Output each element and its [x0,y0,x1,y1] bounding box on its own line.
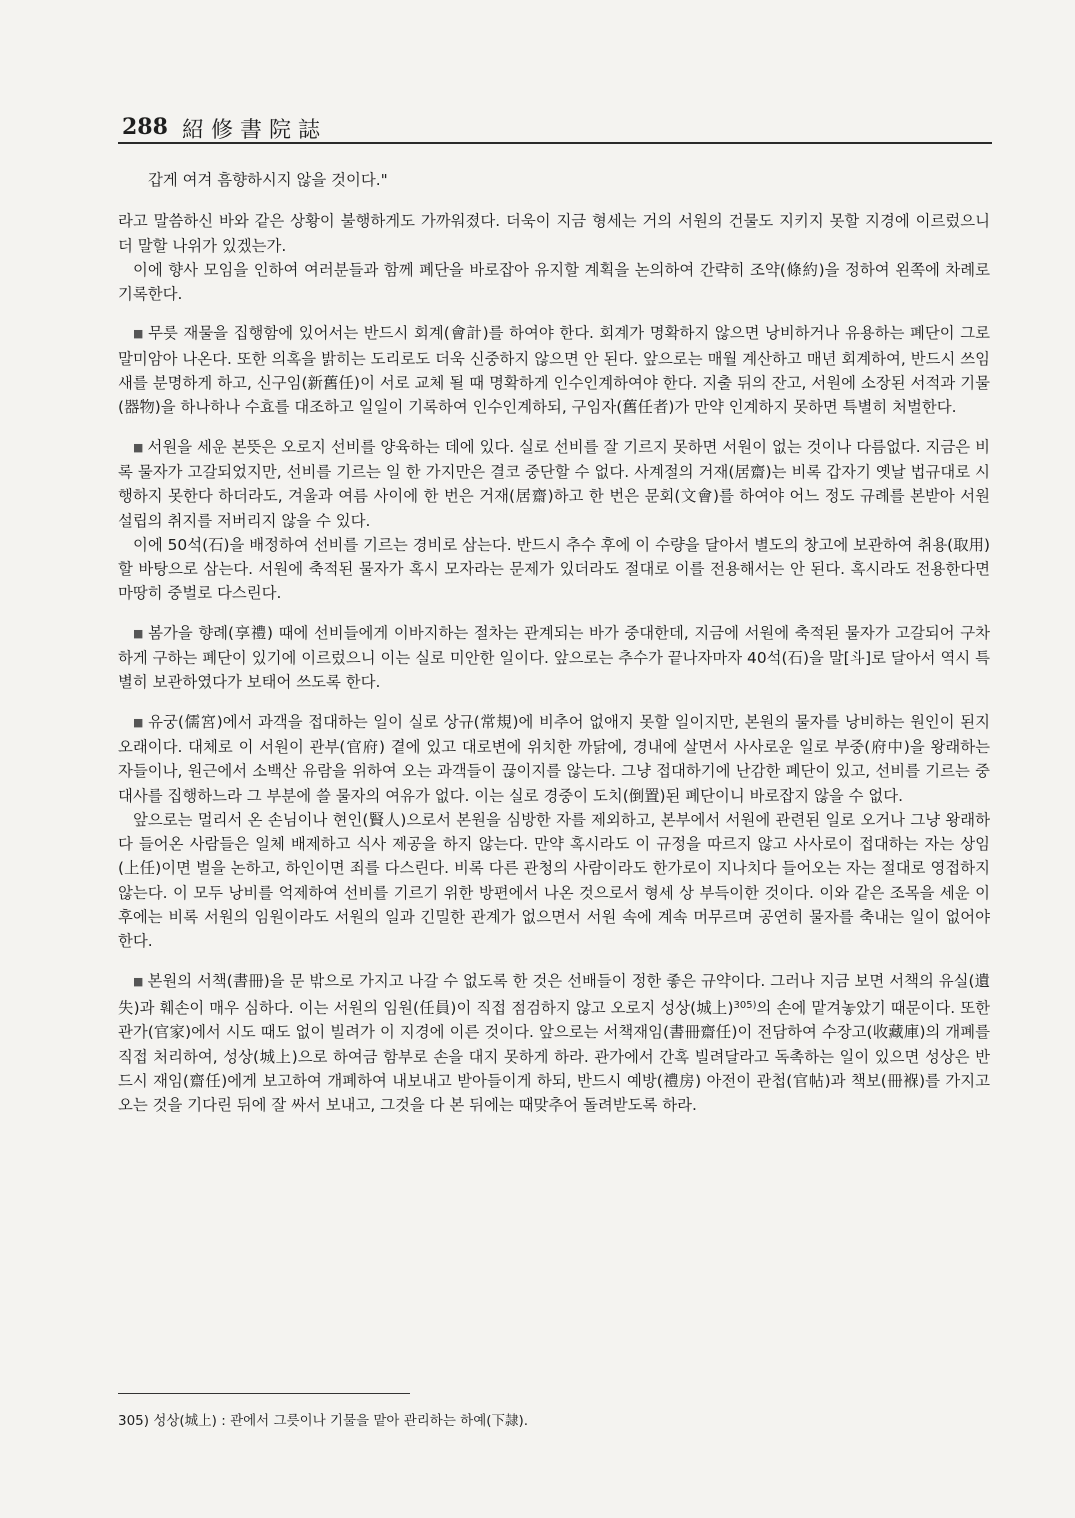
page-header [118,108,992,144]
bullet-icon: ■ [133,974,144,988]
regulation-text: 본원의 서책(書冊)을 문 밖으로 가지고 나갈 수 없도록 한 것은 선배들이 정한 좋은 규약이다. 그러나 지금 보면 서책의 유실(遺失)과 훼손이 매우 심하다. 이는 서원의 임원(任員)이 직접 점검하지 않고 오로지 성상(城上) [118,971,990,1017]
regulation-paragraph: 앞으로는 멀리서 온 손님이나 현인(賢人)으로서 본원을 심방한 자를 제외하고, 본부에서 서원에 관련된 일로 오거나 그냥 왕래하다 들어온 사람들은 일체 배제하고 식사 제공을 하지 않는다. 만약 혹시라도 이 규정을 따르지 않고 사사로이 접대하는 자는 상임(上任)이면 벌을 논하고, 하인이면 죄를 다스린다. 비록 다른 관청의 사람이라도 한가로이 지나치다 들어오는 자는 절대로 영접하지 않는다. 이 모두 낭비를 억제하여 선비를 기르기 위한 방편에서 나온 것으로서 형세 상 부득이한 것이다. 이와 같은 조목을 세운 이후에는 비록 서원의 임원이라도 서원의 일과 긴밀한 관계가 없으면서 서원 속에 계속 머무르며 공연히 물자를 축내는 일이 없어야 한다. [118,810,990,951]
bullet-icon: ■ [133,715,145,729]
body-text [118,168,990,1117]
bullet-icon: ■ [133,626,145,640]
regulation-paragraph [118,621,990,695]
regulation-text: 서원을 세운 본뜻은 오로지 선비를 양육하는 데에 있다. 실로 선비를 잘 기르지 못하면 서원이 없는 것이나 다름없다. 지금은 비록 물자가 고갈되었지만, 선비를 기르는 일 한 가지만은 결코 중단할 수 없다. 사계절의 거재(居齋)는 비록 갑자기 옛날 법규대로 시행하지 못한다 하더라도, 겨울과 여름 사이에 한 번은 거재(居齋)하고 한 번은 문회(文會)를 하여야 어느 정도 규례를 본받아 서원 설립의 취지를 저버리지 않을 수 있다. [118,437,990,530]
book-title: 紹修書院誌 [182,118,328,143]
regulation-text: 의 손에 맡겨놓았기 때문이다. 또한 관가(官家)에서 시도 때도 없이 빌려가 이 지경에 이른 것이다. 앞으로는 서책재임(書冊齋任)이 전담하여 수장고(收藏庫)의 개폐를 직접 처리하여, 성상(城上)으로 하여금 함부로 손을 대지 못하게 하라. 관가에서 간혹 빌려달라고 독촉하는 일이 있으면 성상은 반드시 재임(齋任)에게 보고하여 개폐하여 내보내고 받아들이게 하되, 반드시 예방(禮房) 아전이 관첩(官帖)과 책보(冊褓)를 가지고 오는 것을 기다린 뒤에 잘 싸서 보내고, 그것을 다 본 뒤에는 때맞추어 돌려받도록 하라. [118,998,991,1115]
bullet-icon: ■ [133,327,145,341]
regulation-item [118,435,990,606]
regulation-paragraph [118,321,990,419]
regulation-paragraph [118,435,990,533]
regulation-text: 무릇 재물을 집행함에 있어서는 반드시 회계(會計)를 하여야 한다. 회계가 명확하지 않으면 낭비하거나 유용하는 폐단이 그로 말미암아 나온다. 또한 의혹을 밝히는 도리로도 더욱 신중하지 않으면 안 된다. 앞으로는 매월 계산하고 매년 회계하여, 반드시 쓰임새를 분명하게 하고, 신구임(新舊任)이 서로 교체 될 때 명확하게 인수인계하여야 한다. 지출 뒤의 잔고, 서원에 소장된 서적과 기물(器物)을 하나하나 수효를 대조하고 일일이 기록하여 인수인계하되, 구임자(舊任者)가 만약 인계하지 못하면 특별히 처벌한다. [118,324,990,417]
regulation-item [118,621,990,695]
regulation-item [118,321,990,419]
footnote-divider [118,1393,410,1394]
footnote-reference[interactable]: 305) [733,999,757,1011]
intro-paragraph: 라고 말씀하신 바와 같은 상황이 불행하게도 가까워졌다. 더욱이 지금 형세는 거의 서원의 건물도 지키지 못할 지경에 이르렀으니 더 말할 나위가 있겠는가. [118,212,990,255]
regulation-item [118,710,990,954]
bullet-icon: ■ [133,440,144,454]
intro-paragraph: 이에 향사 모임을 인하여 여러분들과 함께 폐단을 바로잡아 유지할 계획을 논의하여 간략히 조약(條約)을 정하여 왼쪽에 차례로 기록한다. [118,260,990,304]
regulation-paragraph [118,710,990,808]
regulation-text: 봄가을 향례(享禮) 때에 선비들에게 이바지하는 절차는 관계되는 바가 중대한데, 지금에 서원에 축적된 물자가 고갈되어 구차하게 구하는 폐단이 있기에 이르렀으니 이는 실로 미안한 일이다. 앞으로는 추수가 끝나자마자 40석(石)을 말[斗]로 달아서 역시 특별히 보관하였다가 보태어 쓰도록 한다. [118,623,990,692]
footnote: 305) 성상(城上) : 관에서 그릇이나 기물을 맡아 관리하는 하예(下隷). [118,1413,529,1429]
regulation-item [118,969,990,1118]
regulation-paragraph: 이에 50석(石)을 배정하여 선비를 기르는 경비로 삼는다. 반드시 추수 후에 이 수량을 달아서 별도의 창고에 보관하여 취용(取用)할 바탕으로 삼는다. 서원에 축적된 물자가 혹시 모자라는 문제가 있더라도 절대로 이를 전용해서는 안 된다. 혹시라도 전용한다면 마땅히 중벌로 다스린다. [118,535,990,603]
regulation-paragraph [118,969,990,1118]
regulation-text: 유궁(儒宮)에서 과객을 접대하는 일이 실로 상규(常規)에 비추어 없애지 못할 일이지만, 본원의 물자를 낭비하는 원인이 된지 오래이다. 대체로 이 서원이 관부(官府) 곁에 있고 대로변에 위치한 까닭에, 경내에 살면서 사사로운 일로 부중(府中)을 왕래하는 자들이나, 원근에서 소백산 유람을 위하여 오는 과객들이 끊이지를 않는다. 그냥 접대하기에 난감한 폐단이 있고, 선비를 기르는 중대사를 집행하느라 그 부분에 쓸 물자의 여유가 없다. 이는 실로 경중이 도치(倒置)된 폐단이니 바로잡지 않을 수 없다. [118,712,990,805]
page-number: 288 [122,114,168,140]
quote-continuation: 갑게 여겨 흠향하시지 않을 것이다." [148,171,388,189]
